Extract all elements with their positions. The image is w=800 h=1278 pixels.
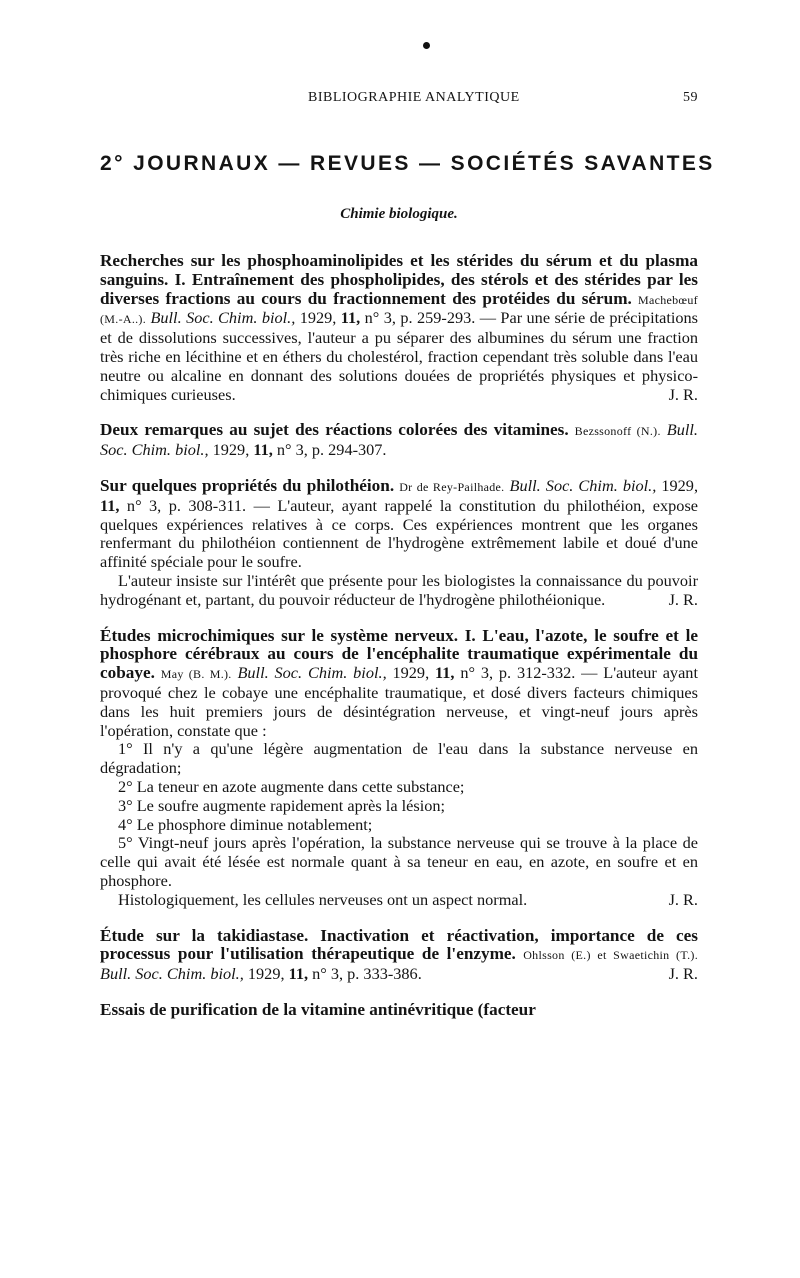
entry-volume: 11, [435, 663, 455, 683]
entry-journal: Bull. Soc. Chim. biol., [150, 308, 296, 328]
list-item: 4° Le phosphore diminue notablement; [118, 814, 373, 834]
entry-authors: Dr de Rey-Pailhade. [399, 479, 505, 494]
entry-authors: May (B. M.). [160, 667, 232, 682]
entry-journal: Bull. Soc. Chim. biol., [100, 420, 698, 460]
list-item: 2° La teneur en azote augmente dans cette substance; [118, 776, 465, 796]
entries [100, 252, 698, 1037]
entry-abstract: — L'auteur ayant provoqué chez le cobaye une encéphalite traumatique, et dosé divers facteurs chimiques dans les huit premiers jours de désintégration nerveuse, et vingt-neuf jours après l'opération, constate que : [100, 663, 698, 740]
entry-signature: J. R. [668, 964, 698, 984]
entry-volume: 11, [253, 440, 273, 460]
entry-title: Sur quelques propriétés du philothéion. [100, 475, 395, 495]
entry-volume: 11, [340, 308, 361, 328]
entry-title: Étude sur la takidiastase. Inactivation et réactivation, importance de ces processus pour l'utilisation thérapeutique de l'enzyme. [100, 925, 698, 964]
entry-abstract: — Par une série de précipitations et de dissolutions successives, l'auteur a pu séparer des albumines du sérum une fraction très riche en lécithine et en éthers du cholestérol, fraction cependant très soluble dans l'eau neutre ou alcaline en donnant des solutions douées de propriétés physiques et physico-chimiques curieuses. [100, 308, 699, 404]
entry-3 [100, 477, 698, 610]
entry-authors: Bezssonoff (N.). [574, 424, 661, 439]
entry-journal: Bull. Soc. Chim. biol., [100, 964, 244, 984]
entry-issue-pages: n° 3, p. 308-311. [126, 495, 247, 515]
entry-abstract-continued: Histologiquement, les cellules nerveuses ont un aspect normal. [118, 889, 528, 909]
entry-journal: Bull. Soc. Chim. biol., [509, 475, 657, 495]
entry-signature: J. R. [668, 384, 698, 404]
list-item: 1° Il n'y a qu'une légère augmentation de l'eau dans la substance nerveuse en dégradation; [100, 739, 698, 778]
section-subtitle: Chimie biologique. [340, 206, 458, 222]
entry-issue-pages: n° 3, p. 294-307. [276, 440, 387, 460]
entry-year: 1929, [247, 964, 285, 984]
entry-2 [100, 421, 698, 460]
entry-issue-pages: n° 3, p. 333-386. [312, 964, 422, 984]
entry-signature: J. R. [668, 589, 698, 609]
entry-abstract-continued: L'auteur insiste sur l'intérêt que présente pour les biologistes la connaissance du pouvoir hydrogénant et, partant, du pouvoir réducteur de l'hydrogène philothéionique. [100, 570, 698, 609]
entry-volume: 11, [288, 964, 309, 984]
entry-signature: J. R. [668, 889, 698, 909]
entry-1 [100, 252, 698, 404]
entry-abstract: — L'auteur, ayant rappelé la constitution du philothéion, expose quelques expériences relatives à ce corps. Ces expériences montrent que les organes renfermant du philothéion contiennent de l'hydrogène extrêmement labile et doué d'une affinité spéciale pour le soufre. [100, 495, 699, 572]
entry-6 [100, 1001, 698, 1020]
entry-5 [100, 927, 698, 984]
entry-title: Essais de purification de la vitamine antinévritique (facteur [100, 999, 536, 1019]
entry-4 [100, 627, 698, 910]
entry-authors: Machebœuf (M.-A..). [100, 292, 698, 327]
entry-issue-pages: n° 3, p. 259-293. [364, 308, 476, 328]
entry-journal: Bull. Soc. Chim. biol., [237, 663, 387, 683]
entry-year: 1929, [661, 475, 699, 495]
entry-year: 1929, [392, 663, 430, 683]
section-title: 2° JOURNAUX — REVUES — SOCIÉTÉS SAVANTES [100, 152, 715, 175]
page-number: 59 [683, 90, 698, 105]
running-title: BIBLIOGRAPHIE ANALYTIQUE [308, 90, 520, 105]
entry-issue-pages: n° 3, p. 312-332. [460, 663, 576, 683]
list-item: 5° Vingt-neuf jours après l'opération, la substance nerveuse qui se trouve à la place de celle qui avait été lésée est normale quant à sa teneur en eau, en azote, en soufre et en phosphore. [100, 833, 698, 890]
printer-mark [423, 42, 430, 49]
entry-volume: 11, [100, 495, 120, 515]
entry-title: Études microchimiques sur le système nerveux. I. L'eau, l'azote, le soufre et le phosphore cérébraux au cours de l'encéphalite traumatique expérimentale du cobaye. [100, 625, 698, 683]
entry-year: 1929, [299, 308, 337, 328]
list-item: 3° Le soufre augmente rapidement après la lésion; [118, 795, 446, 815]
entry-authors: Ohlsson (E.) et Swaetichin (T.). [523, 948, 698, 963]
entry-year: 1929, [212, 440, 250, 460]
entry-title: Deux remarques au sujet des réactions colorées des vitamines. [100, 420, 569, 440]
entry-title: Recherches sur les phosphoaminolipides et les stérides du sérum et du plasma sanguins. I. Entraînement des phospholipides, des stérols et des stérides par les diverses fractions au cours du fractionnement des protéides du sérum. [100, 251, 698, 308]
